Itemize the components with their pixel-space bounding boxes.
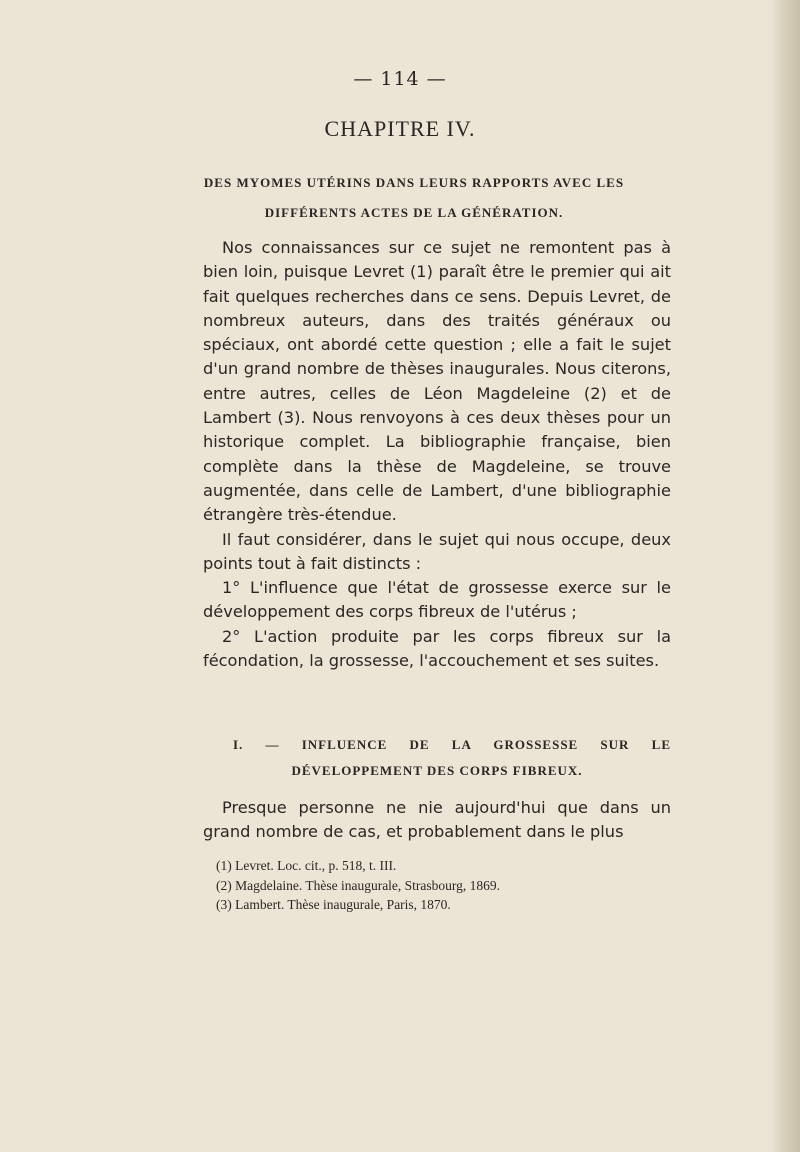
chapter-title: CHAPITRE IV. [324,116,476,141]
paragraph-section-start: Presque personne ne nie aujourd'hui que dans un grand nombre de cas, et probablement dans le plus [203,798,671,842]
paragraph-point-1: 1° L'influence que l'état de grossesse exerce sur le développement des corps fibreux de l'utérus ; [203,578,671,622]
paragraph-point-2: 2° L'action produite par les corps fibreux sur la fécondation, la grossesse, l'accouchement et ses suites. [203,626,671,671]
main-text [203,236,671,673]
section-heading-line-1: I. — INFLUENCE DE LA GROSSESSE SUR LE [233,737,671,752]
page-edge-shadow [770,0,800,1152]
footnote-2: (2) Magdelaine. Thèse inaugurale, Strasbourg, 1869. [216,877,501,893]
chapter-subtitle [158,168,670,228]
page-number: — 114 — [353,68,447,90]
footnotes [216,856,676,915]
footnote-3: (3) Lambert. Thèse inaugurale, Paris, 1870. [216,897,451,912]
footnote-1: (1) Levret. Loc. cit., p. 518, t. III. [216,858,397,873]
paragraph-two-points: Il faut considérer, dans le sujet qui nous occupe, deux points tout à fait distincts : [203,529,671,573]
section-heading-line-2: DÉVELOPPEMENT DES CORPS FIBREUX. [291,763,583,778]
section-heading [203,732,671,784]
chapter-subtitle-line-1: DES MYOMES UTÉRINS DANS LEURS RAPPORTS AVEC LES [203,175,625,190]
section-text [203,796,671,845]
chapter-subtitle-line-2: DIFFÉRENTS ACTES DE LA GÉNÉRATION. [264,205,564,220]
paragraph-intro: Nos connaissances sur ce sujet ne remontent pas à bien loin, puisque Levret (1) paraît être le premier qui ait fait quelques recherches dans ce sens. Depuis Levret, de nombreux auteurs, dans des traités généraux ou spéciaux, ont abordé cette question ; elle a fait le sujet d'un grand nombre de thèses inaugurales. Nous citerons, entre autres, celles de Léon Magdeleine (2) et de Lambert (3). Nous renvoyons à ces deux thèses pour un historique complet. La bibliographie française, bien complète dans la thèse de Magdeleine, se trouve augmentée, dans celle de Lambert, d'une bibliographie étrangère très-étendue. [203,238,671,525]
